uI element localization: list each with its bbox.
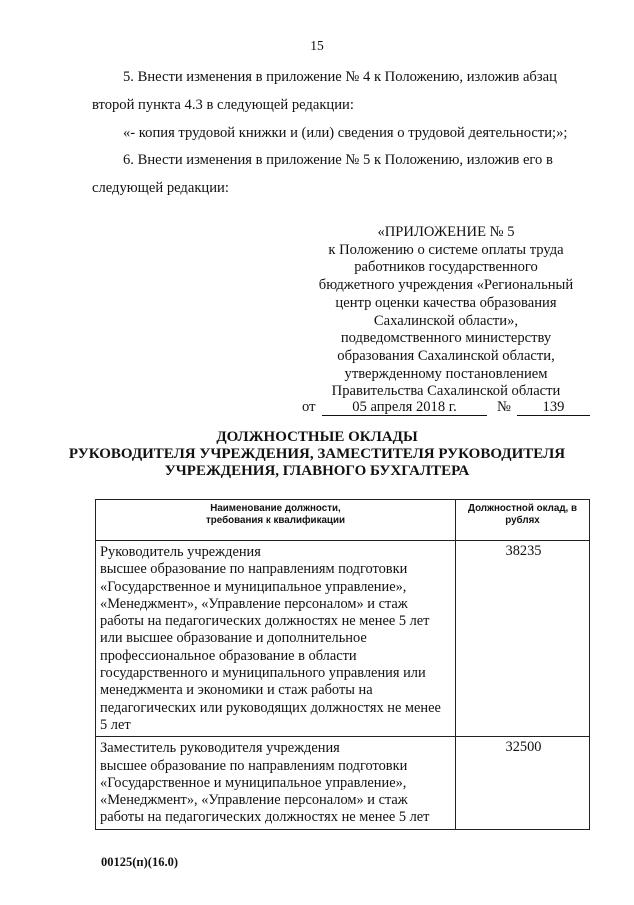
cell-line: педагогических или руководящих должностях не менее: [100, 699, 441, 716]
appendix-line: образования Сахалинской области,: [337, 347, 555, 364]
salary-cell: 32500: [456, 737, 590, 829]
document-title: [0, 429, 634, 480]
appendix-line: центр оценки качества образования: [335, 294, 557, 311]
appendix-header: [300, 224, 592, 401]
cell-line: менеджмента и экономики и стаж работы на: [100, 682, 373, 699]
cell-line: «Государственное и муниципальное управление»,: [100, 774, 407, 791]
appendix-line: Сахалинской области»,: [373, 312, 519, 329]
cell-line: высшее образование по направлениям подготовки: [100, 561, 408, 578]
approval-date-value: 05 апреля 2018 г.: [322, 400, 487, 416]
number-label: №: [497, 399, 511, 415]
approval-number-value: 139: [517, 400, 590, 416]
salary-cell: 38235: [456, 541, 590, 737]
cell-line: «Менеджмент», «Управление персоналом» и стаж: [100, 595, 408, 612]
title-line: ДОЛЖНОСТНЫЕ ОКЛАДЫ: [216, 429, 418, 445]
cell-line: профессиональное образование в области: [100, 647, 357, 664]
appendix-line: работников государственного: [354, 259, 538, 276]
from-label: от: [302, 399, 316, 415]
paragraph-5-line-2: второй пункта 4.3 в следующей редакции:: [92, 97, 354, 113]
appendix-line: подведомственного министерству: [340, 330, 552, 347]
table-row: [96, 541, 590, 737]
title-line: РУКОВОДИТЕЛЯ УЧРЕЖДЕНИЯ, ЗАМЕСТИТЕЛЯ РУКОВОДИТЕЛЯ: [68, 446, 566, 462]
header-text: Наименование должности,: [210, 503, 341, 514]
appendix-line: «ПРИЛОЖЕНИЕ № 5: [377, 224, 515, 240]
cell-line: «Менеджмент», «Управление персоналом» и стаж: [100, 792, 408, 809]
table-row: [96, 737, 590, 829]
paragraph-5-quote: «- копия трудовой книжки и (или) сведения о трудовой деятельности;»;: [123, 125, 568, 141]
header-text: Должностной оклад, в: [467, 503, 578, 514]
footer-code: 00125(п)(16.0): [101, 855, 178, 869]
paragraph-6-line-2: следующей редакции:: [92, 180, 229, 196]
cell-line: государственного и муниципального управления или: [100, 665, 426, 682]
appendix-line: утвержденному постановлением: [344, 365, 548, 382]
table-header-row: [96, 500, 590, 541]
cell-line: «Государственное и муниципальное управление»,: [100, 578, 407, 595]
cell-line: или высшее образование и дополнительное: [100, 630, 367, 647]
title-line: УЧРЕЖДЕНИЯ, ГЛАВНОГО БУХГАЛТЕРА: [164, 463, 470, 479]
position-cell: [96, 737, 456, 829]
header-text: рублях: [505, 515, 540, 526]
position-cell: [96, 541, 456, 737]
cell-line: Руководитель учреждения: [100, 544, 261, 560]
salary-column-header: [456, 500, 590, 541]
header-text: требования к квалификации: [206, 515, 345, 526]
paragraph-5-line-1: 5. Внести изменения в приложение № 4 к Положению, изложив абзац: [123, 69, 557, 85]
cell-line: работы на педагогических должностях не менее 5 лет: [100, 613, 430, 630]
position-column-header: [96, 500, 456, 541]
appendix-line: к Положению о системе оплаты труда: [328, 241, 564, 258]
appendix-line: Правительства Сахалинской области: [331, 383, 561, 400]
approval-date: [322, 398, 487, 416]
cell-line: высшее образование по направлениям подготовки: [100, 757, 408, 774]
cell-line: Заместитель руководителя учреждения: [100, 740, 340, 757]
appendix-line: бюджетного учреждения «Региональный: [318, 277, 574, 294]
cell-line: 5 лет: [100, 716, 131, 733]
page-number: 15: [310, 38, 324, 53]
cell-line: работы на педагогических должностях не менее 5 лет: [100, 809, 430, 826]
paragraph-6-line-1: 6. Внести изменения в приложение № 5 к Положению, изложив его в: [123, 152, 553, 168]
approval-number: [517, 398, 590, 416]
salary-table: [95, 499, 590, 830]
